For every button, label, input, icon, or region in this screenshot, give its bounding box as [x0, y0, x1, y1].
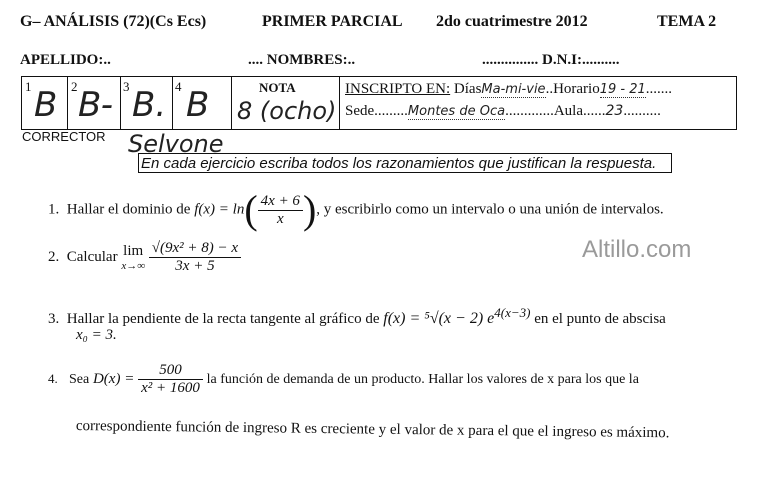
cell-number-3: 3 [123, 79, 130, 94]
grade-mark-1: B [34, 85, 58, 125]
question-text-cont: la función de demanda de un producto. Hallar los valores de x para los que la [206, 371, 639, 387]
question-text-cont: en el punto de abscisa [534, 311, 666, 327]
question-text: Calcular [66, 248, 118, 265]
cell-number-2: 2 [71, 79, 78, 94]
sede-line: Sede.........Montes de Oca.............Aula......23.......... [345, 103, 661, 119]
sede-label: Sede [345, 103, 375, 119]
cell-number-4: 4 [175, 79, 182, 94]
question-text: Hallar la pendiente de la recta tangente al gráfico de [66, 311, 380, 327]
question-number: 2. [48, 248, 60, 265]
question-4-cont: correspondiente función de ingreso R es creciente y el valor de x para el que el ingreso es máximo. [75, 418, 670, 442]
question-text: Hallar el dominio de [66, 201, 191, 218]
cell-number-1: 1 [25, 79, 32, 94]
question-1: 1. Hallar el dominio de f(x) = ln( $\frac{4x + 6}{x}$ ), y escribirlo como un intervalo o una unión de intervalos. [48, 187, 664, 232]
fraction: $\frac{\text{√(9x² + 8) − x}}{3x + 5}$ [149, 240, 241, 275]
inscripto-line: INSCRIPTO EN: DíasMa-mi-vie..Horario19 - 21....... [345, 81, 673, 97]
question-2 [48, 240, 241, 275]
dias-value: Ma-mi-vie [481, 82, 546, 97]
grade-mark-2: B- [78, 85, 113, 125]
limit: lim x→∞ [121, 243, 146, 272]
fraction: $\frac{500}{\text{x² + 1600}}$ [138, 362, 203, 397]
horario-value: 19 - 21 [599, 82, 646, 97]
inscripto-label: INSCRIPTO EN: [345, 81, 451, 97]
exam-title: PRIMER PARCIAL [262, 13, 403, 30]
grade-mark-3: B. [132, 85, 167, 125]
nombres-field: .... NOMBRES:.. [248, 52, 356, 68]
nota-value: 8 (ocho) [237, 97, 337, 125]
grade-grid [21, 76, 737, 130]
exponent: 4(x−3) [494, 305, 531, 320]
corrector-label: CORRECTOR [22, 129, 106, 144]
question-number: 4. [48, 370, 58, 386]
exam-tema: TEMA 2 [657, 13, 717, 30]
grade-mark-4: B [186, 85, 210, 125]
question-text-cont: , y escribirlo como un intervalo o una unión de intervalos. [316, 201, 664, 218]
instruction-box: En cada ejercicio escriba todos los razonamientos que justifican la respuesta. [138, 153, 672, 173]
corrector-signature: Selvone [128, 130, 224, 158]
watermark: Altillo.com [582, 236, 692, 263]
aula-value: 23 [605, 103, 624, 119]
nota-label: NOTA [259, 80, 296, 95]
question-4 [48, 362, 639, 397]
apellido-field: APELLIDO:.. [20, 52, 111, 68]
question-number: 3. [48, 311, 60, 327]
horario-label: Horario [553, 81, 600, 97]
aula-label: Aula [553, 103, 583, 119]
sede-value: Montes de Oca [407, 104, 506, 119]
course-title: G– ANÁLISIS (72)(Cs Ecs) [20, 13, 207, 30]
fraction: $\frac{4x + 6}{x}$ [258, 193, 303, 228]
question-3-point: x₀ = 3. [76, 327, 117, 343]
question-number: 1. [48, 201, 60, 218]
question-3 [48, 305, 666, 328]
dni-field: ............... D.N.I:.......... [482, 52, 620, 68]
function-def: f(x) = ⁵√(x − 2) e [383, 310, 495, 327]
demand-function: D(x) = [92, 370, 135, 387]
question-text: Sea [69, 371, 90, 387]
function-def: f(x) = ln [194, 201, 245, 218]
exam-period: 2do cuatrimestre 2012 [436, 13, 588, 30]
dias-label: Días [453, 81, 482, 97]
